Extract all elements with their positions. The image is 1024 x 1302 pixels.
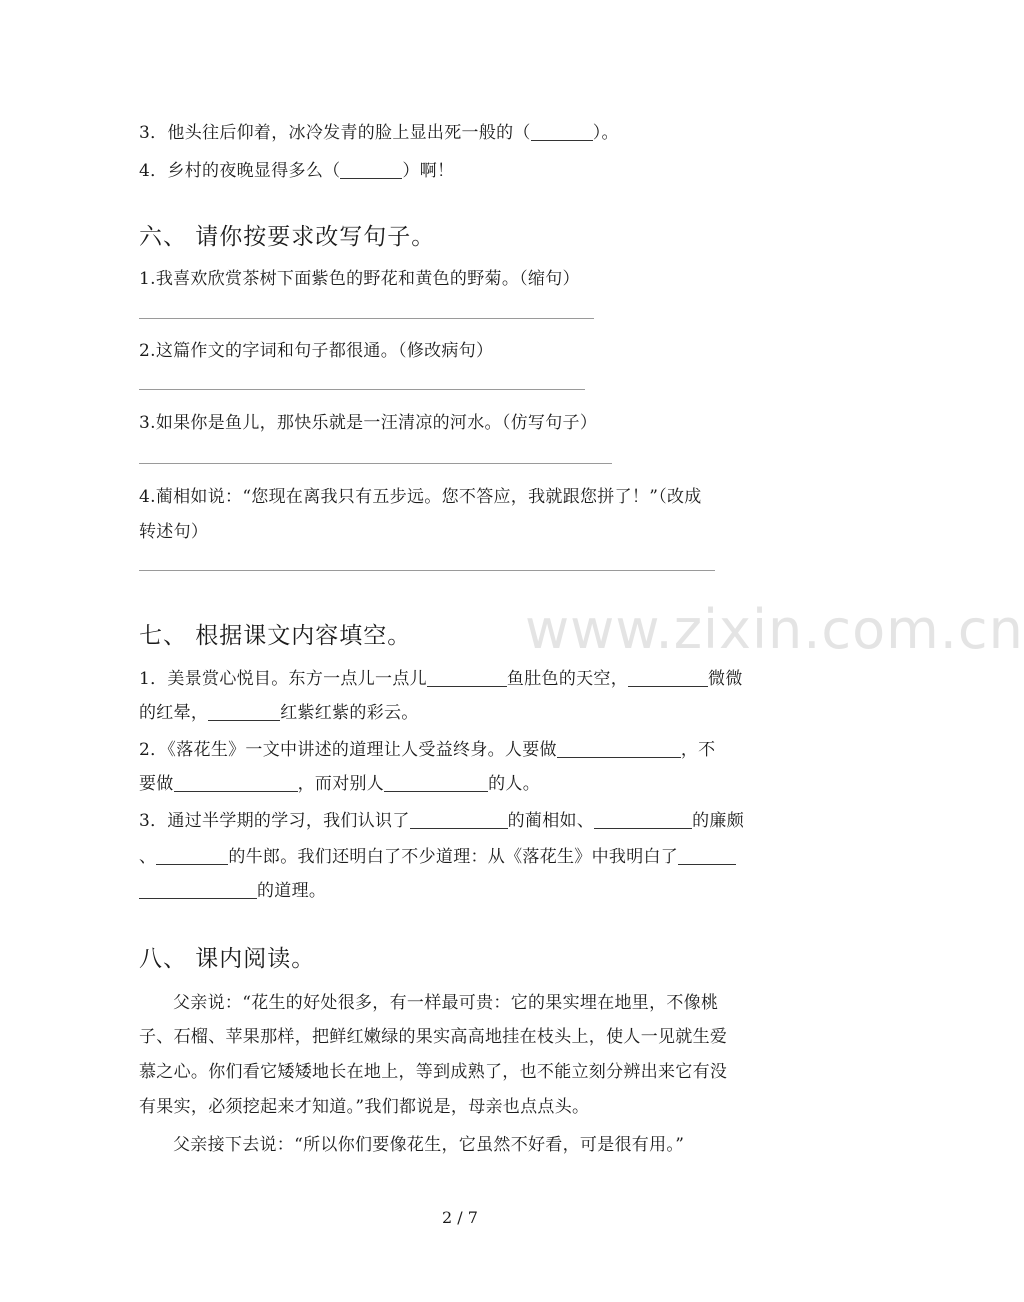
- answer-blank[interactable]: [340, 161, 402, 179]
- question-text: 、: [139, 847, 157, 867]
- answer-blank[interactable]: [594, 811, 692, 829]
- question-text: 的红晕，: [139, 703, 209, 723]
- question-7-1-line2: [139, 698, 419, 723]
- question-5-4: [139, 156, 454, 181]
- answer-blank[interactable]: [208, 703, 280, 721]
- reading-paragraph-1-line1: 父亲说：“花生的好处很多，有一样最可贵：它的果实埋在地里，不像桃: [173, 993, 719, 1013]
- question-7-1-line1: [139, 664, 743, 689]
- answer-line[interactable]: [139, 570, 715, 571]
- answer-blank[interactable]: [531, 123, 593, 141]
- question-text: ，而对别人: [297, 774, 385, 794]
- answer-blank[interactable]: [410, 811, 508, 829]
- question-text: 的牛郎。我们还明白了不少道理：从《落花生》中我明白了: [228, 847, 679, 867]
- answer-blank[interactable]: [384, 774, 488, 792]
- question-6-4-line1: 4.蔺相如说：“您现在离我只有五步远。您不答应，我就跟您拼了！”（改成: [139, 487, 702, 507]
- section-8-title: 八、 课内阅读。: [139, 946, 316, 972]
- question-text: 2．《落花生》一文中讲述的道理让人受益终身。人要做: [139, 740, 557, 760]
- question-text: 的廉颇: [692, 811, 745, 831]
- answer-blank[interactable]: [557, 740, 681, 758]
- answer-line[interactable]: [139, 463, 612, 464]
- question-text: 的道理。: [257, 881, 327, 901]
- question-text: 4．乡村的夜晚显得多么（: [139, 161, 341, 181]
- watermark: www.zixin.com.cn: [525, 598, 1024, 661]
- answer-blank[interactable]: [139, 881, 257, 899]
- question-text: 鱼肚色的天空，: [506, 669, 629, 689]
- answer-blank[interactable]: [174, 774, 298, 792]
- question-6-2: 2.这篇作文的字词和句子都很通。（修改病句）: [139, 341, 494, 361]
- question-text: ，不: [680, 740, 716, 760]
- question-text: ）。: [592, 123, 619, 143]
- question-7-3-line2: [139, 842, 736, 867]
- page-number: 2 / 7: [442, 1208, 478, 1227]
- section-6-title: 六、 请你按要求改写句子。: [139, 224, 436, 250]
- question-text: 的人。: [488, 774, 541, 794]
- question-7-3-line1: [139, 806, 744, 831]
- answer-line[interactable]: [139, 389, 585, 390]
- answer-blank[interactable]: [427, 669, 507, 687]
- section-7-title: 七、 根据课文内容填空。: [139, 623, 412, 649]
- question-text: 要做: [139, 774, 174, 794]
- answer-line[interactable]: [139, 318, 594, 319]
- answer-blank[interactable]: [628, 669, 708, 687]
- reading-paragraph-1-line2: 子、石榴、苹果那样，把鲜红嫩绿的果实高高地挂在枝头上，使人一见就生爱: [139, 1027, 728, 1047]
- reading-paragraph-1-line3: 慕之心。你们看它矮矮地长在地上，等到成熟了，也不能立刻分辨出来它有没: [139, 1062, 728, 1082]
- question-text: 1．美景赏心悦目。东方一点儿一点儿: [139, 669, 427, 689]
- question-6-3: 3.如果你是鱼儿，那快乐就是一汪清凉的河水。（仿写句子）: [139, 413, 598, 433]
- question-7-2-line1: [139, 735, 715, 760]
- reading-paragraph-1-line4: 有果实，必须挖起来才知道。”我们都说是，母亲也点点头。: [139, 1097, 590, 1117]
- question-6-4-line2: 转述句）: [139, 522, 209, 542]
- question-text: 3．通过半学期的学习，我们认识了: [139, 811, 410, 831]
- question-7-2-line2: [139, 769, 540, 794]
- reading-paragraph-2-line1: 父亲接下去说：“所以你们要像花生，它虽然不好看，可是很有用。”: [173, 1135, 685, 1155]
- question-text: ）啊！: [402, 161, 455, 181]
- answer-blank[interactable]: [156, 847, 228, 865]
- question-5-3: [139, 118, 619, 143]
- question-6-1: 1.我喜欢欣赏茶树下面紫色的野花和黄色的野菊。（缩句）: [139, 269, 580, 289]
- question-text: 3．他头往后仰着，冰冷发青的脸上显出死一般的（: [139, 123, 531, 143]
- answer-blank[interactable]: [678, 847, 736, 865]
- question-7-3-line3: [139, 876, 326, 901]
- question-text: 微微: [708, 669, 743, 689]
- question-text: 的蔺相如、: [507, 811, 595, 831]
- question-text: 红紫红紫的彩云。: [280, 703, 419, 723]
